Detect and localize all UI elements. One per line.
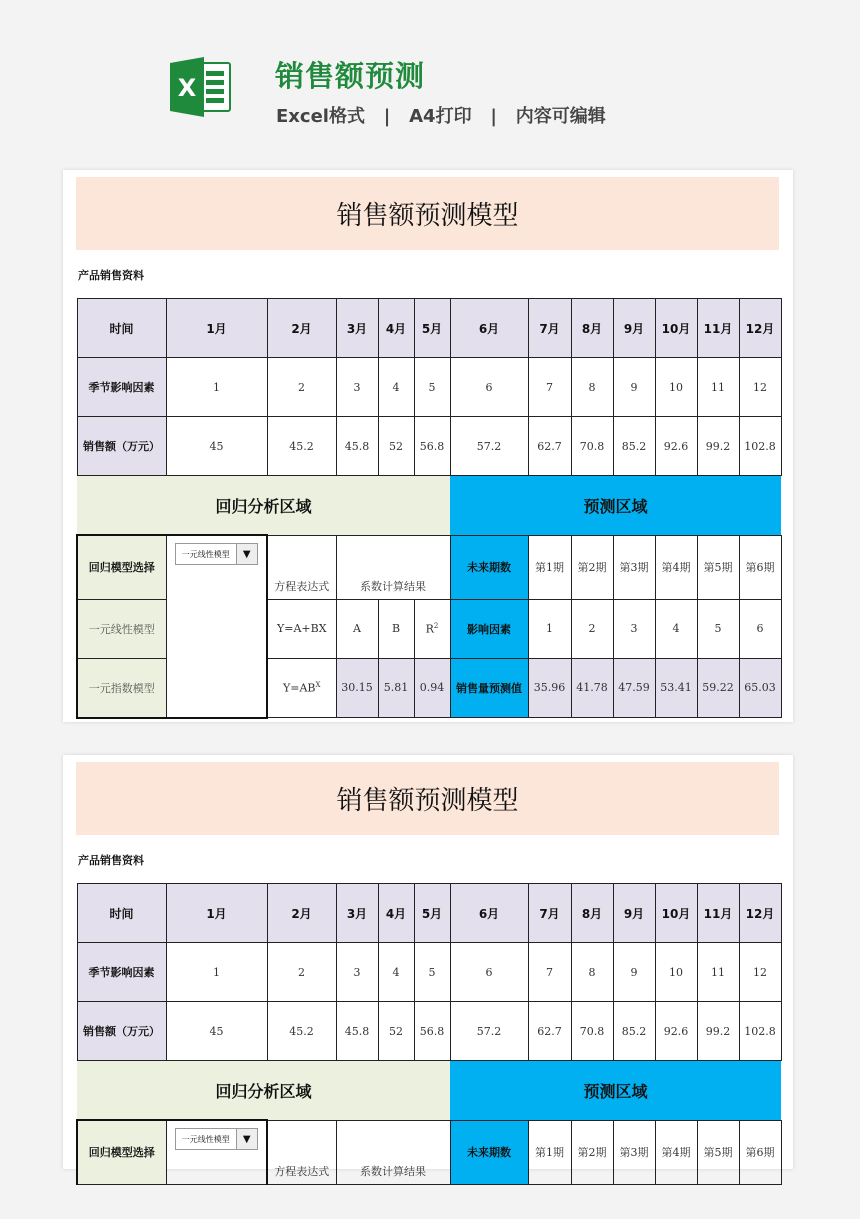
factor-cell: 4: [378, 358, 414, 417]
factor-cell: 6: [450, 358, 528, 417]
month-header: 3月: [336, 299, 378, 358]
sales-cell: 62.7: [528, 1002, 571, 1061]
month-header: 6月: [450, 299, 528, 358]
factor-cell: 5: [414, 943, 450, 1002]
sales-cell: 45.2: [267, 1002, 336, 1061]
sales-cell: 70.8: [571, 417, 613, 476]
coef-b-value: 5.81: [378, 658, 414, 718]
factor-cell: 7: [528, 943, 571, 1002]
coef-header: 系数计算结果: [336, 535, 450, 599]
month-header: 1月: [166, 299, 267, 358]
linear-expr: Y=A+BX: [267, 599, 336, 658]
sales-cell: 45.8: [336, 1002, 378, 1061]
page-header: [0, 0, 860, 160]
forecast-title: 预测区域: [450, 476, 781, 536]
expr-header: 方程表达式: [267, 1120, 336, 1184]
model-select-dropdown[interactable]: [175, 543, 258, 565]
sales-cell: 45: [166, 1002, 267, 1061]
sales-cell: 85.2: [613, 1002, 655, 1061]
dropdown-arrow-icon[interactable]: ▼: [236, 1129, 257, 1149]
svg-text:X: X: [177, 74, 197, 102]
factor-cell: 3: [336, 358, 378, 417]
sales-table: [76, 298, 782, 719]
sales-table: [76, 883, 782, 1185]
exp-expr-sup: X: [315, 680, 321, 689]
sales-cell: 85.2: [613, 417, 655, 476]
model-select-cell: [166, 1120, 267, 1184]
month-header: 9月: [613, 299, 655, 358]
linear-model-label: 一元线性模型: [77, 599, 166, 658]
period-cell: 第2期: [571, 535, 613, 599]
period-cell: 第1期: [528, 535, 571, 599]
model-select-label: 回归模型选择: [77, 535, 166, 599]
time-label: 时间: [77, 884, 166, 943]
sales-cell: 45.2: [267, 417, 336, 476]
factor-cell: 5: [414, 358, 450, 417]
month-header: 8月: [571, 884, 613, 943]
coef-r-value: 0.94: [414, 658, 450, 718]
model-select-value: 一元线性模型: [181, 1134, 230, 1144]
factor-cell: 8: [571, 943, 613, 1002]
factor-cell: 3: [336, 943, 378, 1002]
sheet-preview-2: [63, 755, 793, 1178]
sheet-preview-1: [63, 170, 793, 722]
month-header: 1月: [166, 884, 267, 943]
factor-cell: 12: [739, 358, 781, 417]
period-cell: 第5期: [697, 1120, 739, 1184]
sales-cell: 92.6: [655, 417, 697, 476]
sales-cell: 57.2: [450, 1002, 528, 1061]
sales-cell: 52: [378, 1002, 414, 1061]
sales-cell: 57.2: [450, 417, 528, 476]
model-select-value: 一元线性模型: [181, 549, 230, 559]
factor-cell: 11: [697, 358, 739, 417]
period-cell: 第5期: [697, 535, 739, 599]
factor-cell: 8: [571, 358, 613, 417]
expr-header: 方程表达式: [267, 535, 336, 599]
month-header: 11月: [697, 299, 739, 358]
sales-cell: 99.2: [697, 417, 739, 476]
factor-cell: 4: [378, 943, 414, 1002]
factor-cell: 2: [267, 943, 336, 1002]
factor-cell: 12: [739, 943, 781, 1002]
exp-model-label: 一元指数模型: [77, 658, 166, 718]
factor-cell: 9: [613, 943, 655, 1002]
periods-label: 未来期数: [450, 1120, 528, 1184]
factor-cell: 9: [613, 358, 655, 417]
sales-cell: 56.8: [414, 1002, 450, 1061]
factor-cell: 11: [697, 943, 739, 1002]
sales-cell: 99.2: [697, 1002, 739, 1061]
periods-label: 未来期数: [450, 535, 528, 599]
page-title: 销售额预测: [275, 59, 426, 93]
sales-cell: 45: [166, 417, 267, 476]
pred-cell: 35.96: [528, 658, 571, 718]
period-cell: 第2期: [571, 1120, 613, 1184]
period-cell: 第4期: [655, 535, 697, 599]
period-cell: 第4期: [655, 1120, 697, 1184]
sales-label: 销售额（万元）: [77, 1002, 166, 1061]
forecast-factor-label: 影响因素: [450, 599, 528, 658]
sales-cell: 45.8: [336, 417, 378, 476]
model-select-dropdown[interactable]: [175, 1128, 258, 1150]
pred-cell: 53.41: [655, 658, 697, 718]
coef-r-text: R: [425, 622, 434, 636]
coef-b-label: B: [378, 599, 414, 658]
month-header: 12月: [739, 299, 781, 358]
month-header: 5月: [414, 299, 450, 358]
sales-cell: 92.6: [655, 1002, 697, 1061]
month-header: 8月: [571, 299, 613, 358]
page-subtitle: Excel格式 | A4打印 | 内容可编辑: [276, 106, 606, 127]
section-label: 产品销售资料: [78, 269, 144, 282]
forecast-factor-cell: 1: [528, 599, 571, 658]
factor-cell: 6: [450, 943, 528, 1002]
factor-cell: 10: [655, 943, 697, 1002]
forecast-factor-cell: 4: [655, 599, 697, 658]
month-header: 4月: [378, 299, 414, 358]
pred-label: 销售量预测值: [450, 658, 528, 718]
excel-icon: [170, 57, 232, 117]
factor-cell: 2: [267, 358, 336, 417]
coef-a-value: 30.15: [336, 658, 378, 718]
sheet-banner: 销售额预测模型: [76, 177, 779, 250]
sales-cell: 56.8: [414, 417, 450, 476]
month-header: 7月: [528, 299, 571, 358]
forecast-factor-cell: 6: [739, 599, 781, 658]
sales-cell: 102.8: [739, 1002, 781, 1061]
coef-r-label: [414, 599, 450, 658]
pred-cell: 65.03: [739, 658, 781, 718]
model-select-cell: [166, 535, 267, 718]
month-header: 9月: [613, 884, 655, 943]
forecast-factor-cell: 2: [571, 599, 613, 658]
month-header: 2月: [267, 299, 336, 358]
period-cell: 第6期: [739, 1120, 781, 1184]
dropdown-arrow-icon[interactable]: ▼: [236, 544, 257, 564]
month-header: 11月: [697, 884, 739, 943]
period-cell: 第3期: [613, 1120, 655, 1184]
month-header: 7月: [528, 884, 571, 943]
forecast-title: 预测区域: [450, 1061, 781, 1121]
factor-cell: 1: [166, 943, 267, 1002]
month-header: 12月: [739, 884, 781, 943]
month-header: 4月: [378, 884, 414, 943]
month-header: 10月: [655, 884, 697, 943]
pred-cell: 41.78: [571, 658, 613, 718]
exp-expr: [267, 658, 336, 718]
regression-title: 回归分析区域: [77, 476, 450, 536]
coef-r-sup: 2: [433, 621, 439, 630]
factor-cell: 10: [655, 358, 697, 417]
sales-cell: 70.8: [571, 1002, 613, 1061]
month-header: 10月: [655, 299, 697, 358]
coef-a-label: A: [336, 599, 378, 658]
period-cell: 第3期: [613, 535, 655, 599]
regression-title: 回归分析区域: [77, 1061, 450, 1121]
month-header: 5月: [414, 884, 450, 943]
exp-expr-text: Y=AB: [283, 681, 316, 695]
model-select-label: 回归模型选择: [77, 1120, 166, 1184]
pred-cell: 47.59: [613, 658, 655, 718]
factor-cell: 7: [528, 358, 571, 417]
forecast-factor-cell: 5: [697, 599, 739, 658]
sales-cell: 52: [378, 417, 414, 476]
sales-cell: 62.7: [528, 417, 571, 476]
sheet-banner: 销售额预测模型: [76, 762, 779, 835]
time-label: 时间: [77, 299, 166, 358]
factor-cell: 1: [166, 358, 267, 417]
coef-header: 系数计算结果: [336, 1120, 450, 1184]
forecast-factor-cell: 3: [613, 599, 655, 658]
period-cell: 第6期: [739, 535, 781, 599]
section-label: 产品销售资料: [78, 854, 144, 867]
sales-label: 销售额（万元）: [77, 417, 166, 476]
pred-cell: 59.22: [697, 658, 739, 718]
month-header: 2月: [267, 884, 336, 943]
factor-label: 季节影响因素: [77, 358, 166, 417]
sales-cell: 102.8: [739, 417, 781, 476]
factor-label: 季节影响因素: [77, 943, 166, 1002]
month-header: 3月: [336, 884, 378, 943]
period-cell: 第1期: [528, 1120, 571, 1184]
month-header: 6月: [450, 884, 528, 943]
